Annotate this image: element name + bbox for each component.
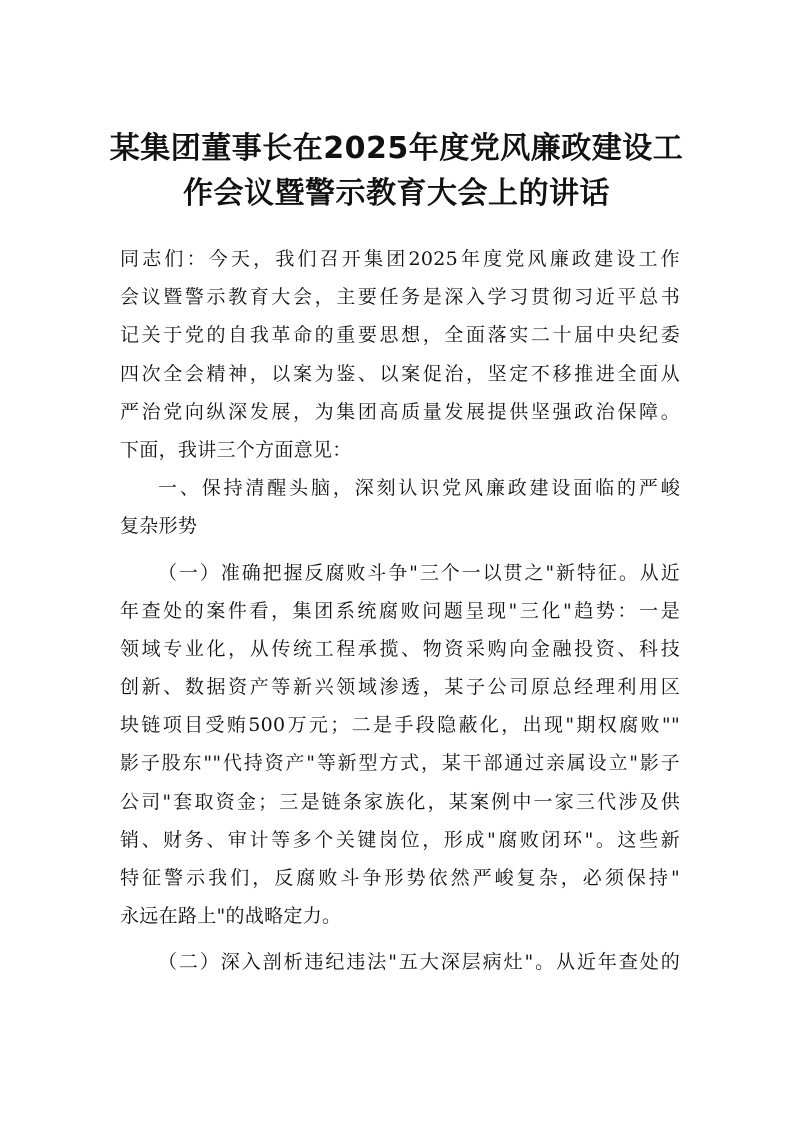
body-line: 创新、数据资产等新兴领域渗透，某子公司原总经理利用区 — [120, 676, 680, 699]
speech-body — [120, 240, 680, 982]
body-line: 特征警示我们，反腐败斗争形势依然严峻复杂，必须保持" — [120, 867, 680, 889]
body-line: 下面，我讲三个方面意见： — [120, 438, 352, 461]
body-line: 会议暨警示教育大会，主要任务是深入学习贯彻习近平总书 — [120, 286, 680, 309]
body-line: 影子股东""代持资产"等新型方式，某干部通过亲属设立"影子 — [120, 752, 680, 775]
subsection-line: （一）准确把握反腐败斗争"三个一以贯之"新特征。从近 — [158, 561, 680, 584]
body-line: 记关于党的自我革命的重要思想，全面落实二十届中央纪委 — [120, 324, 680, 347]
body-line: 领域专业化，从传统工程承揽、物资采购向金融投资、科技 — [120, 637, 680, 660]
section-heading-line: 一、保持清醒头脑，深刻认识党风廉政建设面临的严峻 — [158, 477, 680, 500]
document-title-line-1: 某集团董事长在2025年度党风廉政建设工 — [109, 131, 684, 166]
body-line: 永远在路上"的战略定力。 — [120, 905, 342, 928]
body-line: 年查处的案件看，集团系统腐败问题呈现"三化"趋势：一是 — [120, 599, 680, 622]
body-line: 同志们：今天，我们召开集团2025年度党风廉政建设工作 — [120, 248, 680, 270]
body-line: 公司"套取资金；三是链条家族化，某案例中一家三代涉及供 — [120, 790, 680, 813]
subsection-line: （二）深入剖析违纪违法"五大深层病灶"。从近年查处的 — [158, 951, 680, 974]
body-line: 四次全会精神，以案为鉴、以案促治，坚定不移推进全面从 — [120, 362, 680, 385]
section-heading-line: 复杂形势 — [120, 515, 198, 538]
document-title-line-2: 作会议暨警示教育大会上的讲话 — [183, 176, 610, 211]
body-line: 严治党向纵深发展，为集团高质量发展提供坚强政治保障。 — [120, 400, 680, 423]
body-line: 销、财务、审计等多个关键岗位，形成"腐败闭环"。这些新 — [120, 828, 680, 851]
body-line: 块链项目受贿500万元；二是手段隐蔽化，出现"期权腐败"" — [120, 714, 680, 737]
